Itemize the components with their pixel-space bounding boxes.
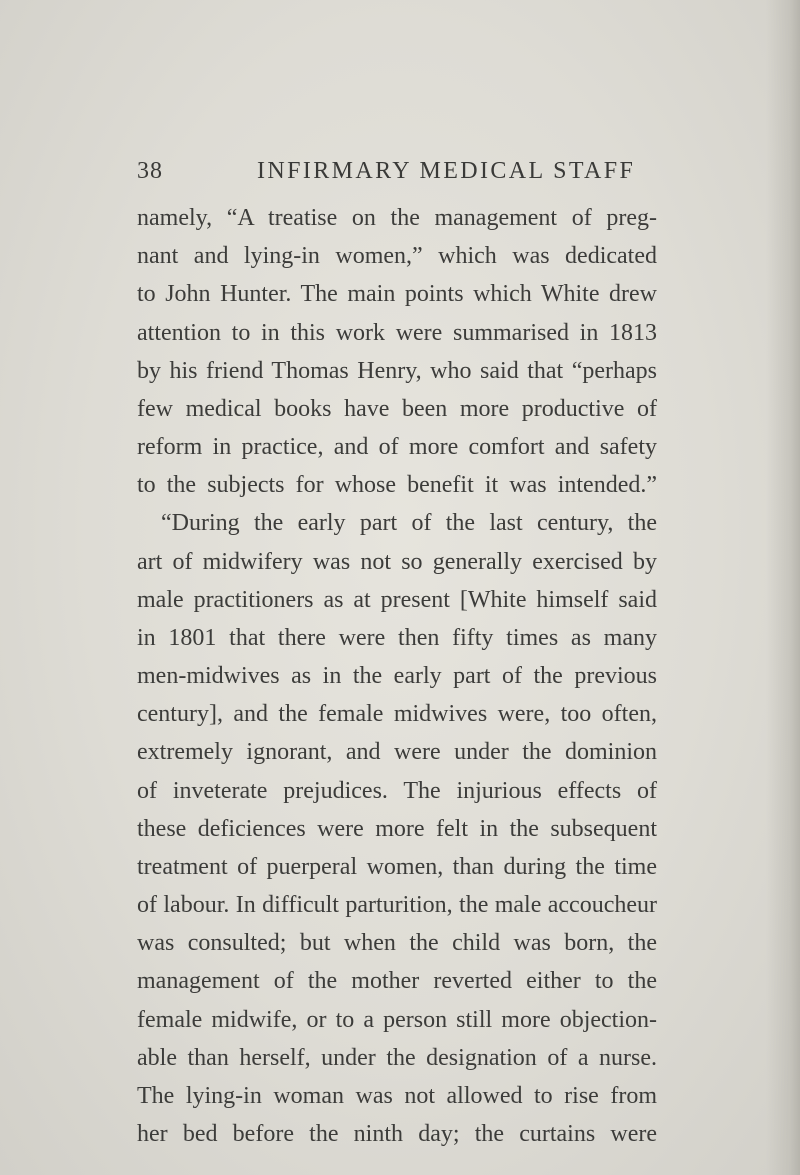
page-edge-shadow — [766, 0, 800, 1175]
text-line: female midwife, or to a person still more objection- — [137, 1007, 657, 1033]
page-number: 38 — [137, 158, 163, 184]
text-line: few medical books have been more productive of — [137, 396, 657, 422]
header-title: INFIRMARY MEDICAL STAFF — [257, 158, 636, 184]
text-line: of labour. In difficult parturition, the male accoucheur — [137, 892, 657, 918]
text-line: male practitioners as at present [White himself said — [137, 587, 657, 613]
text-line: “During the early part of the last century, the — [161, 510, 657, 536]
text-line: century], and the female midwives were, too often, — [137, 701, 657, 727]
running-head — [137, 158, 657, 192]
text-line: extremely ignorant, and were under the dominion — [137, 739, 657, 765]
text-line: by his friend Thomas Henry, who said that “perhaps — [137, 358, 657, 384]
text-line: her bed before the ninth day; the curtains were — [137, 1121, 657, 1147]
text-line: management of the mother reverted either to the — [137, 968, 657, 994]
text-line: in 1801 that there were then fifty times as many — [137, 625, 657, 651]
text-line: of inveterate prejudices. The injurious effects of — [137, 778, 657, 804]
text-line: able than herself, under the designation of a nurse. — [137, 1045, 657, 1071]
text-line: was consulted; but when the child was born, the — [137, 930, 657, 956]
text-line: attention to in this work were summarised in 1813 — [137, 320, 657, 346]
text-line: reform in practice, and of more comfort and safety — [137, 434, 657, 460]
text-line: these deficiences were more felt in the subsequent — [137, 816, 657, 842]
text-line: nant and lying-in women,” which was dedicated — [137, 243, 657, 269]
text-line: men-midwives as in the early part of the previous — [137, 663, 657, 689]
text-line: treatment of puerperal women, than during the time — [137, 854, 657, 880]
text-line: art of midwifery was not so generally exercised by — [137, 549, 657, 575]
text-line: namely, “A treatise on the management of preg- — [137, 205, 657, 231]
text-line: to the subjects for whose benefit it was intended.” — [137, 472, 657, 498]
text-line: to John Hunter. The main points which White drew — [137, 281, 657, 307]
text-line: The lying-in woman was not allowed to rise from — [137, 1083, 657, 1109]
